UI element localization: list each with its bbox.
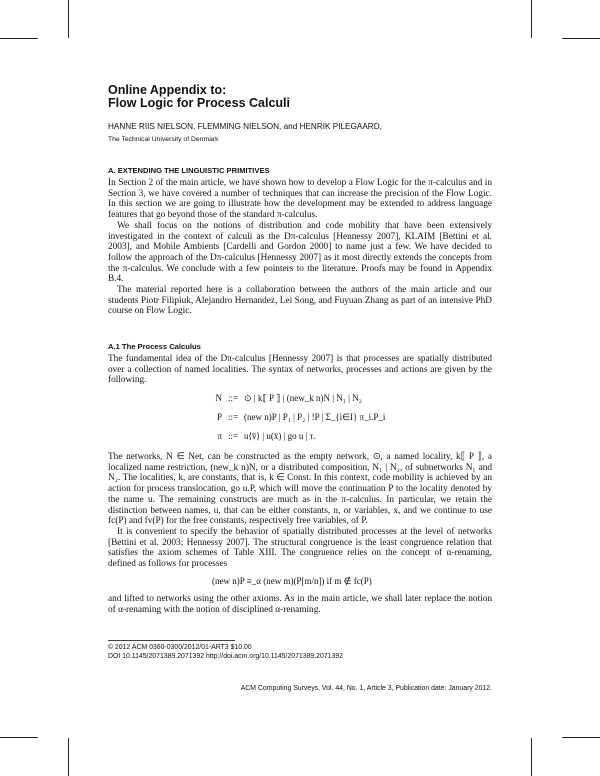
grammar-op: ::=	[227, 431, 239, 441]
authors: HANNE RIIS NIELSON, FLEMMING NIELSON, and HENRIK PILEGAARD,	[108, 122, 382, 131]
title-line-2: Flow Logic for Process Calculi	[108, 96, 290, 110]
grammar-op: ::=	[227, 393, 239, 403]
grammar-rule-process	[208, 412, 385, 423]
grammar-rule-action	[208, 431, 316, 442]
doi-line: DOI 10.1145/2071389.2071392 http://doi.acm.org/10.1145/2071389.2071392	[108, 653, 343, 660]
paragraph: The fundamental idea of the Dπ-calculus [Hennessy 2007] is that processes are spatially distributed over a collection of named localities. The syntax of networks, processes and actions are given by the following.	[108, 354, 492, 386]
copyright-line: © 2012 ACM 0360-0300/2012/01-ART3 $10.00	[108, 644, 252, 651]
crop-mark	[0, 38, 38, 39]
grammar-op: ::=	[227, 412, 239, 422]
footnote-rule	[108, 640, 235, 641]
paragraph: It is convenient to specify the behavior of spatially distributed processes at the level of networks [Bettini et al. 2003; Hennessy 2007]. The structural congruence is the least congruence relation that satisfies the axiom schemes of Table XIII. The congruence relies on the concept of α-renaming, defined as follows for processes	[108, 526, 492, 570]
crop-mark	[68, 0, 69, 38]
section-a-body	[108, 178, 492, 317]
crop-mark	[531, 738, 532, 776]
paragraph: We shall focus on the notions of distribution and code mobility that have been extensively investigated in the context of calculi as the Dπ-calculus [Hennessy 2007], KLAIM [Bettini et al. 2003], and Mobile Ambients [Cardelli and Gordon 2000] to name just a few. We have decided to follow the approach of the Dπ-calculus [Hennessy 2007] as it most directly extends the concepts from the π-calculus. We conclude with a few pointers to the literature. Proofs may be found in Appendix B.4.	[108, 220, 492, 285]
page-title	[108, 84, 290, 110]
grammar-lhs: P	[216, 412, 222, 422]
grammar-lhs: N	[215, 393, 222, 403]
grammar-rule-network	[208, 393, 362, 404]
section-a1-intro	[108, 354, 492, 386]
grammar-rhs: ⊙ | k⟦ P ⟧ | (new_k n)N | N₁ | N₂	[244, 393, 362, 403]
crop-mark	[0, 737, 38, 738]
alpha-renaming-equation: (new n)P ≡_α (new m)(P[m/n]) if m ∉ fc(P)	[212, 576, 372, 586]
grammar-lhs: π	[217, 431, 222, 441]
paragraph: and lifted to networks using the other axioms. As in the main article, we shall later replace the notion of α-renaming with the notion of disciplined α-renaming.	[108, 594, 492, 615]
title-line-1: Online Appendix to:	[108, 83, 227, 97]
paragraph: The material reported here is a collaboration between the authors of the main article and our students Piotr Filipiuk, Alejandro Hernandez, Lei Song, and Fuyuan Zhang as part of an intensive PhD course on Flow Logic.	[108, 285, 492, 317]
crop-mark	[562, 737, 600, 738]
section-a1-body	[108, 452, 492, 570]
affiliation: The Technical University of Denmark	[108, 136, 219, 143]
footnote	[108, 643, 343, 661]
section-heading-a: A. EXTENDING THE LINGUISTIC PRIMITIVES	[108, 166, 270, 175]
running-footer: ACM Computing Surveys, Vol. 44, No. 1, Article 3, Publication date: January 2012.	[240, 685, 492, 692]
grammar-rhs: (new n)P | P₁ | P₂ | !P | Σ_{i∈I} π_i.P_i	[244, 412, 386, 422]
crop-mark	[531, 0, 532, 38]
crop-mark	[68, 738, 69, 776]
section-heading-a1: A.1 The Process Calculus	[108, 342, 201, 351]
grammar-rhs: u⟨v̄⟩ | u(x̄) | go u | τ.	[244, 431, 316, 441]
paragraph: The networks, N ∈ Net, can be constructed as the empty network, ⊙, a named locality, k⟦ P ⟧, a localized name restriction, (new_k n)N, or a distributed composition, N₁ | N₂, of subnetworks N₁ and N₂. The localities, k, are constants, that is, k ∈ Const. In this context, code mobility is achieved by an action for process translocation, go u.P, which will move the continuation P to the locality denoted by the name u. The remaining constructs are much as in the π-calculus. In particular, we retain the distinction between names, u, that can be either constants, n, or variables, x, and we continue to use fc(P) and fv(P) for the free constants, respectively free variables, of P.	[108, 452, 492, 527]
paragraph: In Section 2 of the main article, we have shown how to develop a Flow Logic for the π-calculus and in Section 3, we have covered a number of techniques that can increase the precision of the Flow Logic. In this section we are going to illustrate how the development may be extended to address language features that go beyond those of the standard π-calculus.	[108, 178, 492, 221]
section-a1-final	[108, 594, 492, 615]
crop-mark	[562, 38, 600, 39]
